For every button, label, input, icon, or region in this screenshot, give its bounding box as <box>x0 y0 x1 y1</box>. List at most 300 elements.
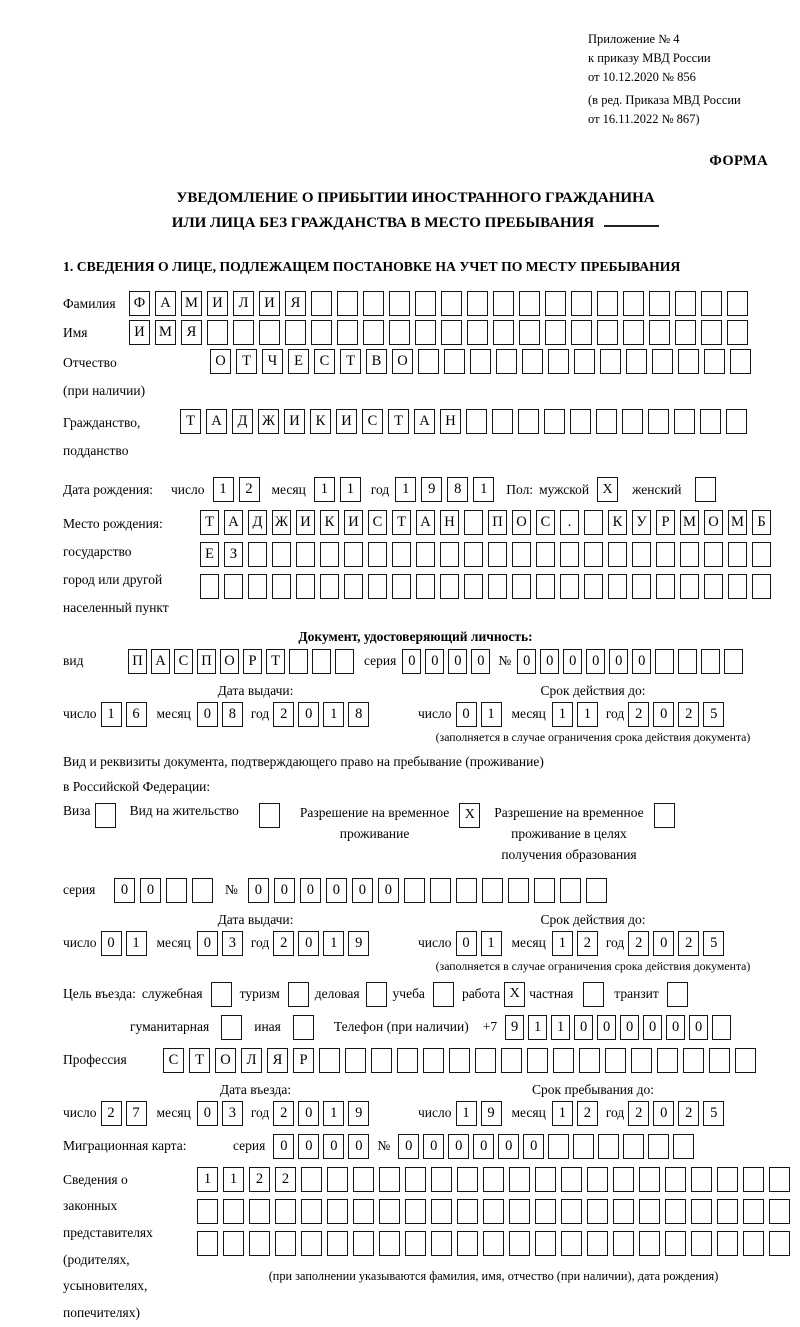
char-cell[interactable] <box>534 878 555 903</box>
char-cell[interactable] <box>536 574 555 599</box>
char-cell[interactable] <box>368 542 387 567</box>
char-cell[interactable] <box>536 542 555 567</box>
char-cell[interactable] <box>535 1231 556 1256</box>
char-cell[interactable]: С <box>362 409 383 434</box>
char-cell[interactable] <box>680 542 699 567</box>
char-cell[interactable]: 0 <box>197 1101 218 1126</box>
char-cell[interactable]: 0 <box>689 1015 708 1040</box>
char-cell[interactable]: С <box>163 1048 184 1073</box>
char-cell[interactable]: Т <box>180 409 201 434</box>
char-cell[interactable]: 0 <box>101 931 122 956</box>
char-cell[interactable] <box>363 291 384 316</box>
char-cell[interactable]: 0 <box>471 649 490 674</box>
char-cell[interactable] <box>704 574 723 599</box>
char-cell[interactable] <box>207 320 228 345</box>
char-cell[interactable] <box>743 1167 764 1192</box>
char-cell[interactable] <box>522 349 543 374</box>
char-cell[interactable] <box>392 542 411 567</box>
char-cell[interactable] <box>571 320 592 345</box>
char-cell[interactable]: 2 <box>678 1101 699 1126</box>
visa-checkbox[interactable] <box>95 803 116 828</box>
char-cell[interactable] <box>405 1199 426 1224</box>
char-cell[interactable] <box>553 1048 574 1073</box>
char-cell[interactable] <box>735 1048 756 1073</box>
char-cell[interactable]: П <box>128 649 147 674</box>
char-cell[interactable] <box>483 1199 504 1224</box>
char-cell[interactable]: Т <box>200 510 219 535</box>
char-cell[interactable] <box>639 1167 660 1192</box>
char-cell[interactable] <box>272 542 291 567</box>
char-cell[interactable] <box>701 291 722 316</box>
char-cell[interactable]: 1 <box>481 931 502 956</box>
char-cell[interactable] <box>289 649 308 674</box>
char-cell[interactable]: О <box>704 510 723 535</box>
char-cell[interactable]: 9 <box>348 931 369 956</box>
char-cell[interactable] <box>613 1167 634 1192</box>
char-cell[interactable] <box>544 409 565 434</box>
char-cell[interactable]: Н <box>440 409 461 434</box>
char-cell[interactable] <box>470 349 491 374</box>
char-cell[interactable]: Ж <box>272 510 291 535</box>
char-cell[interactable]: 0 <box>274 878 295 903</box>
char-cell[interactable]: С <box>174 649 193 674</box>
char-cell[interactable]: Б <box>752 510 771 535</box>
char-cell[interactable]: 2 <box>101 1101 122 1126</box>
char-cell[interactable] <box>320 542 339 567</box>
char-cell[interactable] <box>709 1048 730 1073</box>
char-cell[interactable] <box>379 1199 400 1224</box>
char-cell[interactable] <box>457 1199 478 1224</box>
char-cell[interactable]: 5 <box>703 702 724 727</box>
char-cell[interactable]: 1 <box>314 477 335 502</box>
char-cell[interactable] <box>345 1048 366 1073</box>
char-cell[interactable]: 0 <box>425 649 444 674</box>
char-cell[interactable] <box>493 320 514 345</box>
char-cell[interactable] <box>675 320 696 345</box>
char-cell[interactable] <box>561 1199 582 1224</box>
char-cell[interactable] <box>717 1231 738 1256</box>
char-cell[interactable] <box>335 649 354 674</box>
char-cell[interactable] <box>545 291 566 316</box>
char-cell[interactable] <box>405 1231 426 1256</box>
char-cell[interactable] <box>327 1167 348 1192</box>
temp-residence-checkbox[interactable]: X <box>459 803 480 828</box>
char-cell[interactable]: Т <box>392 510 411 535</box>
purpose-study-checkbox[interactable] <box>433 982 454 1007</box>
char-cell[interactable]: К <box>310 409 331 434</box>
char-cell[interactable]: М <box>155 320 176 345</box>
char-cell[interactable]: 0 <box>653 931 674 956</box>
char-cell[interactable] <box>233 320 254 345</box>
char-cell[interactable] <box>418 349 439 374</box>
char-cell[interactable] <box>416 574 435 599</box>
char-cell[interactable] <box>600 349 621 374</box>
char-cell[interactable] <box>200 574 219 599</box>
char-cell[interactable] <box>296 574 315 599</box>
char-cell[interactable] <box>769 1199 790 1224</box>
char-cell[interactable] <box>363 320 384 345</box>
char-cell[interactable] <box>724 649 743 674</box>
char-cell[interactable]: 0 <box>523 1134 544 1159</box>
char-cell[interactable]: 6 <box>126 702 147 727</box>
char-cell[interactable] <box>440 542 459 567</box>
char-cell[interactable]: Д <box>248 510 267 535</box>
char-cell[interactable] <box>441 320 462 345</box>
char-cell[interactable] <box>743 1231 764 1256</box>
char-cell[interactable] <box>327 1199 348 1224</box>
char-cell[interactable]: 0 <box>574 1015 593 1040</box>
char-cell[interactable]: 1 <box>323 931 344 956</box>
char-cell[interactable] <box>665 1167 686 1192</box>
char-cell[interactable]: 0 <box>298 1134 319 1159</box>
char-cell[interactable] <box>249 1199 270 1224</box>
char-cell[interactable] <box>275 1199 296 1224</box>
char-cell[interactable] <box>467 320 488 345</box>
char-cell[interactable] <box>248 574 267 599</box>
char-cell[interactable] <box>482 878 503 903</box>
char-cell[interactable] <box>691 1167 712 1192</box>
char-cell[interactable] <box>656 542 675 567</box>
char-cell[interactable]: 1 <box>223 1167 244 1192</box>
char-cell[interactable] <box>296 542 315 567</box>
char-cell[interactable] <box>623 1134 644 1159</box>
char-cell[interactable] <box>704 349 725 374</box>
char-cell[interactable]: О <box>392 349 413 374</box>
char-cell[interactable]: П <box>488 510 507 535</box>
char-cell[interactable]: Р <box>293 1048 314 1073</box>
char-cell[interactable] <box>561 1167 582 1192</box>
char-cell[interactable] <box>743 1199 764 1224</box>
char-cell[interactable] <box>728 542 747 567</box>
char-cell[interactable] <box>483 1167 504 1192</box>
char-cell[interactable]: К <box>320 510 339 535</box>
char-cell[interactable] <box>608 574 627 599</box>
char-cell[interactable] <box>430 878 451 903</box>
char-cell[interactable] <box>674 409 695 434</box>
char-cell[interactable] <box>405 1167 426 1192</box>
char-cell[interactable] <box>519 291 540 316</box>
char-cell[interactable]: И <box>129 320 150 345</box>
char-cell[interactable]: И <box>207 291 228 316</box>
char-cell[interactable] <box>571 291 592 316</box>
char-cell[interactable] <box>509 1199 530 1224</box>
char-cell[interactable] <box>508 878 529 903</box>
char-cell[interactable] <box>712 1015 731 1040</box>
char-cell[interactable]: 9 <box>421 477 442 502</box>
char-cell[interactable] <box>683 1048 704 1073</box>
char-cell[interactable]: 0 <box>456 702 477 727</box>
char-cell[interactable] <box>527 1048 548 1073</box>
char-cell[interactable]: 9 <box>505 1015 524 1040</box>
char-cell[interactable]: С <box>536 510 555 535</box>
char-cell[interactable] <box>648 1134 669 1159</box>
char-cell[interactable]: А <box>151 649 170 674</box>
char-cell[interactable] <box>301 1231 322 1256</box>
char-cell[interactable] <box>626 349 647 374</box>
char-cell[interactable] <box>444 349 465 374</box>
char-cell[interactable] <box>701 649 720 674</box>
char-cell[interactable] <box>665 1199 686 1224</box>
char-cell[interactable]: 0 <box>378 878 399 903</box>
char-cell[interactable]: М <box>728 510 747 535</box>
char-cell[interactable] <box>649 291 670 316</box>
char-cell[interactable] <box>456 878 477 903</box>
char-cell[interactable]: Я <box>285 291 306 316</box>
char-cell[interactable]: 9 <box>481 1101 502 1126</box>
char-cell[interactable]: 1 <box>481 702 502 727</box>
char-cell[interactable]: Л <box>233 291 254 316</box>
char-cell[interactable] <box>464 542 483 567</box>
char-cell[interactable] <box>605 1048 626 1073</box>
sex-female-checkbox[interactable] <box>695 477 716 502</box>
char-cell[interactable] <box>353 1167 374 1192</box>
char-cell[interactable]: 2 <box>628 1101 649 1126</box>
char-cell[interactable]: 2 <box>249 1167 270 1192</box>
char-cell[interactable] <box>623 291 644 316</box>
char-cell[interactable] <box>249 1231 270 1256</box>
char-cell[interactable]: Е <box>200 542 219 567</box>
char-cell[interactable]: 0 <box>114 878 135 903</box>
char-cell[interactable] <box>632 542 651 567</box>
char-cell[interactable]: 2 <box>678 702 699 727</box>
char-cell[interactable] <box>415 320 436 345</box>
char-cell[interactable] <box>285 320 306 345</box>
char-cell[interactable] <box>597 291 618 316</box>
char-cell[interactable]: Ж <box>258 409 279 434</box>
char-cell[interactable] <box>665 1231 686 1256</box>
char-cell[interactable]: 0 <box>653 702 674 727</box>
char-cell[interactable] <box>509 1167 530 1192</box>
char-cell[interactable]: 0 <box>197 702 218 727</box>
char-cell[interactable]: З <box>224 542 243 567</box>
char-cell[interactable]: 0 <box>348 1134 369 1159</box>
char-cell[interactable] <box>259 320 280 345</box>
char-cell[interactable]: 2 <box>577 931 598 956</box>
char-cell[interactable] <box>717 1199 738 1224</box>
char-cell[interactable]: 1 <box>551 1015 570 1040</box>
char-cell[interactable] <box>649 320 670 345</box>
char-cell[interactable]: 0 <box>423 1134 444 1159</box>
char-cell[interactable] <box>512 542 531 567</box>
char-cell[interactable]: М <box>680 510 699 535</box>
char-cell[interactable]: 0 <box>473 1134 494 1159</box>
char-cell[interactable] <box>597 320 618 345</box>
char-cell[interactable] <box>727 291 748 316</box>
char-cell[interactable]: 2 <box>273 931 294 956</box>
char-cell[interactable]: 1 <box>323 702 344 727</box>
char-cell[interactable] <box>728 574 747 599</box>
char-cell[interactable]: 0 <box>448 649 467 674</box>
char-cell[interactable] <box>752 542 771 567</box>
char-cell[interactable]: 0 <box>352 878 373 903</box>
char-cell[interactable]: 1 <box>213 477 234 502</box>
char-cell[interactable] <box>488 542 507 567</box>
char-cell[interactable] <box>586 878 607 903</box>
char-cell[interactable]: Р <box>243 649 262 674</box>
char-cell[interactable]: Е <box>288 349 309 374</box>
char-cell[interactable] <box>726 409 747 434</box>
char-cell[interactable]: И <box>336 409 357 434</box>
char-cell[interactable] <box>371 1048 392 1073</box>
char-cell[interactable]: 0 <box>586 649 605 674</box>
char-cell[interactable]: И <box>284 409 305 434</box>
char-cell[interactable] <box>639 1199 660 1224</box>
char-cell[interactable]: 1 <box>552 702 573 727</box>
char-cell[interactable] <box>613 1231 634 1256</box>
char-cell[interactable] <box>655 649 674 674</box>
char-cell[interactable]: 1 <box>101 702 122 727</box>
char-cell[interactable] <box>431 1199 452 1224</box>
char-cell[interactable]: Т <box>266 649 285 674</box>
char-cell[interactable] <box>301 1167 322 1192</box>
char-cell[interactable]: Л <box>241 1048 262 1073</box>
char-cell[interactable]: 1 <box>473 477 494 502</box>
char-cell[interactable] <box>584 574 603 599</box>
char-cell[interactable]: Я <box>267 1048 288 1073</box>
char-cell[interactable] <box>598 1134 619 1159</box>
char-cell[interactable]: 2 <box>273 702 294 727</box>
char-cell[interactable] <box>488 574 507 599</box>
char-cell[interactable]: 2 <box>577 1101 598 1126</box>
char-cell[interactable]: Т <box>388 409 409 434</box>
char-cell[interactable]: Н <box>440 510 459 535</box>
char-cell[interactable] <box>404 878 425 903</box>
char-cell[interactable] <box>700 409 721 434</box>
char-cell[interactable]: 0 <box>326 878 347 903</box>
char-cell[interactable] <box>423 1048 444 1073</box>
char-cell[interactable]: И <box>344 510 363 535</box>
char-cell[interactable]: 1 <box>528 1015 547 1040</box>
char-cell[interactable] <box>344 574 363 599</box>
char-cell[interactable]: Т <box>236 349 257 374</box>
char-cell[interactable] <box>512 574 531 599</box>
char-cell[interactable] <box>548 1134 569 1159</box>
char-cell[interactable]: Ф <box>129 291 150 316</box>
char-cell[interactable] <box>496 349 517 374</box>
char-cell[interactable] <box>397 1048 418 1073</box>
char-cell[interactable] <box>691 1199 712 1224</box>
char-cell[interactable]: И <box>259 291 280 316</box>
char-cell[interactable]: 0 <box>597 1015 616 1040</box>
char-cell[interactable] <box>275 1231 296 1256</box>
char-cell[interactable] <box>353 1231 374 1256</box>
char-cell[interactable]: 0 <box>620 1015 639 1040</box>
char-cell[interactable]: 0 <box>197 931 218 956</box>
char-cell[interactable] <box>678 349 699 374</box>
char-cell[interactable] <box>379 1231 400 1256</box>
char-cell[interactable] <box>389 320 410 345</box>
purpose-private-checkbox[interactable] <box>583 982 604 1007</box>
char-cell[interactable]: О <box>215 1048 236 1073</box>
char-cell[interactable] <box>587 1199 608 1224</box>
char-cell[interactable] <box>431 1167 452 1192</box>
char-cell[interactable]: 0 <box>323 1134 344 1159</box>
char-cell[interactable]: А <box>416 510 435 535</box>
char-cell[interactable]: 2 <box>275 1167 296 1192</box>
char-cell[interactable]: 1 <box>577 702 598 727</box>
char-cell[interactable] <box>344 542 363 567</box>
char-cell[interactable] <box>353 1199 374 1224</box>
char-cell[interactable] <box>560 878 581 903</box>
char-cell[interactable] <box>337 291 358 316</box>
char-cell[interactable] <box>574 349 595 374</box>
char-cell[interactable]: М <box>181 291 202 316</box>
char-cell[interactable] <box>457 1231 478 1256</box>
char-cell[interactable]: О <box>220 649 239 674</box>
char-cell[interactable]: 1 <box>395 477 416 502</box>
char-cell[interactable]: 0 <box>653 1101 674 1126</box>
char-cell[interactable]: 0 <box>632 649 651 674</box>
char-cell[interactable]: 1 <box>340 477 361 502</box>
char-cell[interactable] <box>431 1231 452 1256</box>
char-cell[interactable]: В <box>366 349 387 374</box>
char-cell[interactable] <box>166 878 187 903</box>
char-cell[interactable] <box>197 1199 218 1224</box>
char-cell[interactable]: Т <box>189 1048 210 1073</box>
char-cell[interactable] <box>652 349 673 374</box>
char-cell[interactable] <box>727 320 748 345</box>
char-cell[interactable]: 5 <box>703 1101 724 1126</box>
char-cell[interactable] <box>560 542 579 567</box>
char-cell[interactable] <box>639 1231 660 1256</box>
char-cell[interactable]: 8 <box>447 477 468 502</box>
char-cell[interactable]: 0 <box>300 878 321 903</box>
char-cell[interactable] <box>657 1048 678 1073</box>
char-cell[interactable]: 0 <box>273 1134 294 1159</box>
char-cell[interactable] <box>584 542 603 567</box>
char-cell[interactable] <box>301 1199 322 1224</box>
char-cell[interactable] <box>730 349 751 374</box>
char-cell[interactable] <box>311 291 332 316</box>
char-cell[interactable] <box>509 1231 530 1256</box>
char-cell[interactable] <box>608 542 627 567</box>
char-cell[interactable] <box>691 1231 712 1256</box>
char-cell[interactable] <box>769 1231 790 1256</box>
char-cell[interactable] <box>701 320 722 345</box>
char-cell[interactable] <box>337 320 358 345</box>
char-cell[interactable] <box>648 409 669 434</box>
char-cell[interactable]: 0 <box>298 931 319 956</box>
char-cell[interactable]: 0 <box>517 649 536 674</box>
char-cell[interactable] <box>368 574 387 599</box>
char-cell[interactable] <box>449 1048 470 1073</box>
purpose-work-checkbox[interactable]: X <box>504 982 525 1007</box>
char-cell[interactable] <box>312 649 331 674</box>
char-cell[interactable]: Я <box>181 320 202 345</box>
char-cell[interactable]: 2 <box>239 477 260 502</box>
char-cell[interactable]: . <box>560 510 579 535</box>
char-cell[interactable] <box>656 574 675 599</box>
char-cell[interactable]: 5 <box>703 931 724 956</box>
char-cell[interactable]: 2 <box>678 931 699 956</box>
char-cell[interactable] <box>769 1167 790 1192</box>
char-cell[interactable] <box>680 574 699 599</box>
char-cell[interactable]: П <box>197 649 216 674</box>
char-cell[interactable] <box>475 1048 496 1073</box>
char-cell[interactable]: К <box>608 510 627 535</box>
char-cell[interactable] <box>392 574 411 599</box>
residence-permit-checkbox[interactable] <box>259 803 280 828</box>
char-cell[interactable] <box>389 291 410 316</box>
char-cell[interactable] <box>596 409 617 434</box>
char-cell[interactable]: 8 <box>348 702 369 727</box>
char-cell[interactable]: 1 <box>552 1101 573 1126</box>
char-cell[interactable] <box>224 574 243 599</box>
char-cell[interactable] <box>464 510 483 535</box>
char-cell[interactable]: 1 <box>456 1101 477 1126</box>
char-cell[interactable] <box>223 1199 244 1224</box>
char-cell[interactable]: 0 <box>402 649 421 674</box>
